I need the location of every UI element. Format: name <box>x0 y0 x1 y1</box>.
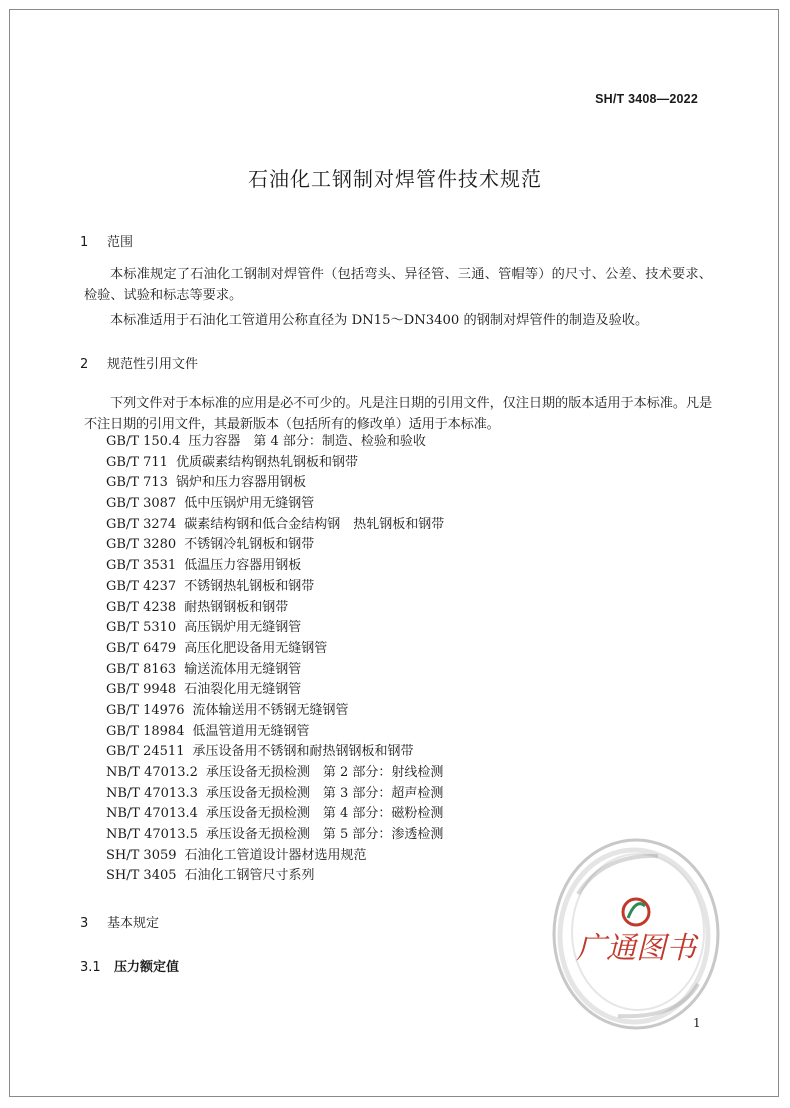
reference-title: 石油化工管道设计器材选用规范 <box>184 847 367 863</box>
reference-title: 低温压力容器用钢板 <box>184 558 302 574</box>
reference-code: GB/T 14976 <box>106 702 185 718</box>
reference-title: 石油裂化用无缝钢管 <box>184 682 302 698</box>
reference-title: 承压设备无损检测 第 4 部分：磁粉检测 <box>205 806 444 822</box>
reference-item <box>106 515 444 536</box>
document-title: 石油化工钢制对焊管件技术规范 <box>248 167 542 191</box>
reference-code: GB/T 3087 <box>106 496 177 512</box>
section-1-paragraph: 本标准规定了石油化工钢制对焊管件（包括弯头、异径管、三通、管帽等）的尺寸、公差、技术要求、检验、试验和标志等要求。 <box>84 267 712 303</box>
section-3-1-heading <box>80 956 179 975</box>
section-1-heading <box>80 231 133 250</box>
section-2-heading <box>80 353 198 372</box>
reference-title: 承压设备无损检测 第 3 部分：超声检测 <box>205 785 444 801</box>
reference-title: 石油化工钢管尺寸系列 <box>184 868 315 884</box>
reference-title: 不锈钢冷轧钢板和钢带 <box>184 537 315 553</box>
reference-item <box>106 722 444 743</box>
reference-title: 耐热钢钢板和钢带 <box>184 599 289 615</box>
reference-item <box>106 680 444 701</box>
section-title: 基本规定 <box>107 916 160 931</box>
reference-item <box>106 846 444 867</box>
stamp-graphic <box>548 834 723 1034</box>
reference-code: GB/T 4237 <box>106 578 177 594</box>
reference-item <box>106 453 444 474</box>
reference-item <box>106 556 444 577</box>
reference-code: GB/T 6479 <box>106 640 177 656</box>
reference-code: GB/T 713 <box>106 475 168 491</box>
reference-code: GB/T 3274 <box>106 516 177 532</box>
reference-item <box>106 494 444 515</box>
reference-item <box>106 473 444 494</box>
reference-item <box>106 577 444 598</box>
reference-title: 承压设备无损检测 第 2 部分：射线检测 <box>205 765 444 780</box>
reference-code: SH/T 3059 <box>106 847 177 863</box>
reference-title: 高压锅炉用无缝钢管 <box>184 620 302 636</box>
section-title: 范围 <box>107 235 134 250</box>
reference-code: GB/T 150.4 <box>106 434 181 449</box>
reference-title: 锅炉和压力容器用钢板 <box>175 475 306 491</box>
reference-code: SH/T 3405 <box>106 868 177 884</box>
reference-item <box>106 432 444 453</box>
reference-code: GB/T 3280 <box>106 537 177 553</box>
reference-title: 碳素结构钢和低合金结构钢 热轧钢板和钢带 <box>184 516 445 532</box>
stamp-emblem-icon <box>623 899 649 925</box>
section-3-heading <box>80 912 159 931</box>
reference-code: GB/T 18984 <box>106 723 185 739</box>
reference-code: GB/T 5310 <box>106 620 177 636</box>
reference-code: GB/T 24511 <box>106 744 185 760</box>
reference-title: 低温管道用无缝钢管 <box>192 723 310 739</box>
reference-item <box>106 742 444 763</box>
reference-item <box>106 701 444 722</box>
reference-code: GB/T 711 <box>106 454 168 470</box>
reference-code: GB/T 8163 <box>106 661 177 677</box>
section-title: 压力额定值 <box>114 960 180 975</box>
reference-code: GB/T 4238 <box>106 599 177 615</box>
section-number: 3.1 <box>80 960 101 975</box>
reference-title: 不锈钢热轧钢板和钢带 <box>184 578 315 594</box>
reference-title: 输送流体用无缝钢管 <box>184 661 302 677</box>
standard-number: SH/T 3408—2022 <box>595 92 698 106</box>
reference-item <box>106 660 444 681</box>
reference-title: 流体输送用不锈钢无缝钢管 <box>192 702 349 718</box>
reference-item <box>106 639 444 660</box>
reference-code: NB/T 47013.5 <box>106 827 198 843</box>
reference-item <box>106 866 444 887</box>
reference-item <box>106 784 444 805</box>
section-number: 2 <box>80 357 89 372</box>
section-number: 3 <box>80 916 89 931</box>
reference-code: NB/T 47013.4 <box>106 806 198 822</box>
reference-code: GB/T 3531 <box>106 558 177 574</box>
watermark-stamp <box>548 834 723 1034</box>
reference-title: 压力容器 第 4 部分：制造、检验和验收 <box>188 434 426 449</box>
section-title: 规范性引用文件 <box>107 357 199 372</box>
section-2-paragraph: 下列文件对于本标准的应用是必不可少的。凡是注日期的引用文件，仅注日期的版本适用于本标准。凡是不注日期的引用文件，其最新版本（包括所有的修改单）适用于本标准。 <box>84 396 712 432</box>
section-1-paragraph: 本标准适用于石油化工管道用公称直径为 DN15～DN3400 的钢制对焊管件的制造及验收。 <box>110 313 649 328</box>
reference-item <box>106 825 444 846</box>
page-number: 1 <box>693 1016 701 1030</box>
reference-title: 承压设备用不锈钢和耐热钢钢板和钢带 <box>192 744 414 760</box>
reference-code: NB/T 47013.3 <box>106 785 198 801</box>
stamp-text: 广通图书 <box>576 931 696 966</box>
reference-list <box>106 432 444 887</box>
reference-title: 优质碳素结构钢热轧钢板和钢带 <box>175 454 358 470</box>
reference-code: GB/T 9948 <box>106 682 177 698</box>
reference-code: NB/T 47013.2 <box>106 765 198 780</box>
reference-title: 承压设备无损检测 第 5 部分：渗透检测 <box>205 827 444 843</box>
section-number: 1 <box>80 235 89 250</box>
reference-title: 低中压锅炉用无缝钢管 <box>184 496 315 512</box>
reference-item <box>106 598 444 619</box>
reference-item <box>106 804 444 825</box>
reference-item <box>106 535 444 556</box>
reference-title: 高压化肥设备用无缝钢管 <box>184 640 328 656</box>
reference-item <box>106 763 444 784</box>
reference-item <box>106 618 444 639</box>
